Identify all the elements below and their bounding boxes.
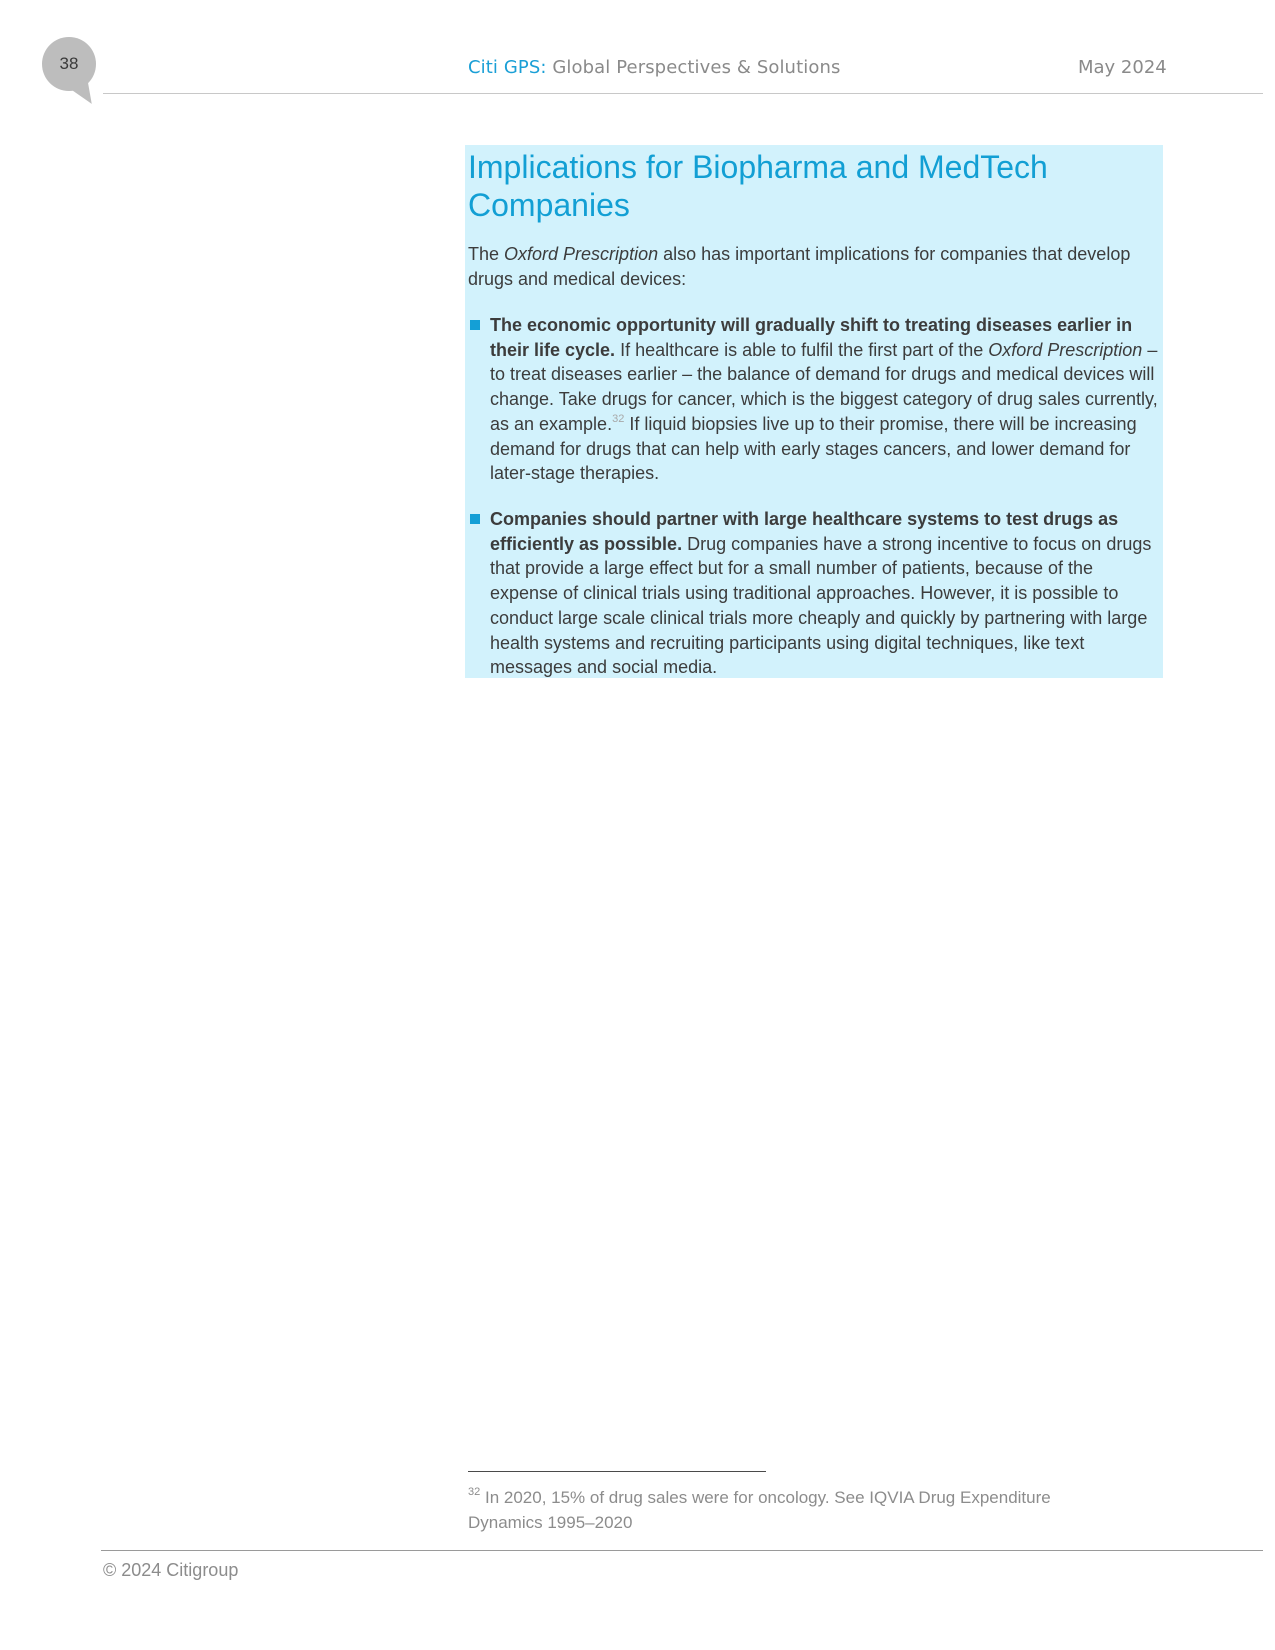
intro-prefix: The: [468, 244, 505, 264]
footnote-reference[interactable]: 32: [612, 412, 625, 425]
bullet-body: Drug companies have a strong incentive to focus on drugs that provide a large effect but for a small number of patients, because of the expense of clinical trials using traditional approaches. However, it is possible to conduct large scale clinical trials more cheaply and quickly by partnering with large health systems and recruiting participants using digital techniques, like text messages and social media.: [490, 533, 1152, 678]
bullet-body: If liquid biopsies live up to their promise, there will be increasing demand for drugs that can help with early stages cancers, and lower demand for later-stage therapies.: [490, 413, 1137, 484]
intro-paragraph: [468, 242, 1158, 292]
square-bullet-icon: [470, 514, 480, 524]
footer-divider: [101, 1550, 1263, 1551]
header-date: May 2024: [1078, 57, 1167, 78]
bullet-lead: The economic opportunity will gradually shift to treating diseases earlier in their life cycle.: [490, 315, 1133, 360]
bullet-italic: Oxford Prescription: [988, 339, 1143, 360]
intro-suffix: also has important implications for companies that develop drugs and medical devices:: [468, 244, 1131, 289]
footer-copyright: © 2024 Citigroup: [103, 1560, 239, 1580]
bullet-body: – to treat diseases earlier – the balance of demand for drugs and medical devices will change. Take drugs for cancer, which is the biggest category of drug sales currently, as an example.: [490, 339, 1158, 434]
bullet-lead: Companies should partner with large healthcare systems to test drugs as efficiently as possible.: [490, 509, 1119, 554]
square-bullet-icon: [470, 320, 480, 330]
header-brand: [468, 57, 840, 78]
page-number-badge: [42, 37, 96, 91]
section-title: Implications for Biopharma and MedTech Companies: [468, 149, 1048, 223]
bullet-text: [490, 313, 1158, 486]
bullet-text: [490, 507, 1158, 680]
page-number: 38: [59, 54, 79, 73]
footnote-number: 32: [468, 1486, 481, 1498]
header-divider: [103, 93, 1263, 94]
footnote-text: In 2020, 15% of drug sales were for oncology. See IQVIA Drug Expenditure Dynamics 1995–2020: [468, 1488, 1051, 1532]
intro-italic: Oxford Prescription: [504, 244, 659, 264]
footnote: [468, 1485, 1128, 1535]
bullet-item: [468, 313, 1158, 486]
bullet-body: If healthcare is able to fulfil the first part of the: [615, 339, 989, 360]
bullet-item: [468, 507, 1158, 680]
brand-name: Citi GPS:: [468, 57, 547, 78]
brand-tagline: Global Perspectives & Solutions: [552, 57, 841, 78]
footnote-divider: [468, 1471, 766, 1472]
